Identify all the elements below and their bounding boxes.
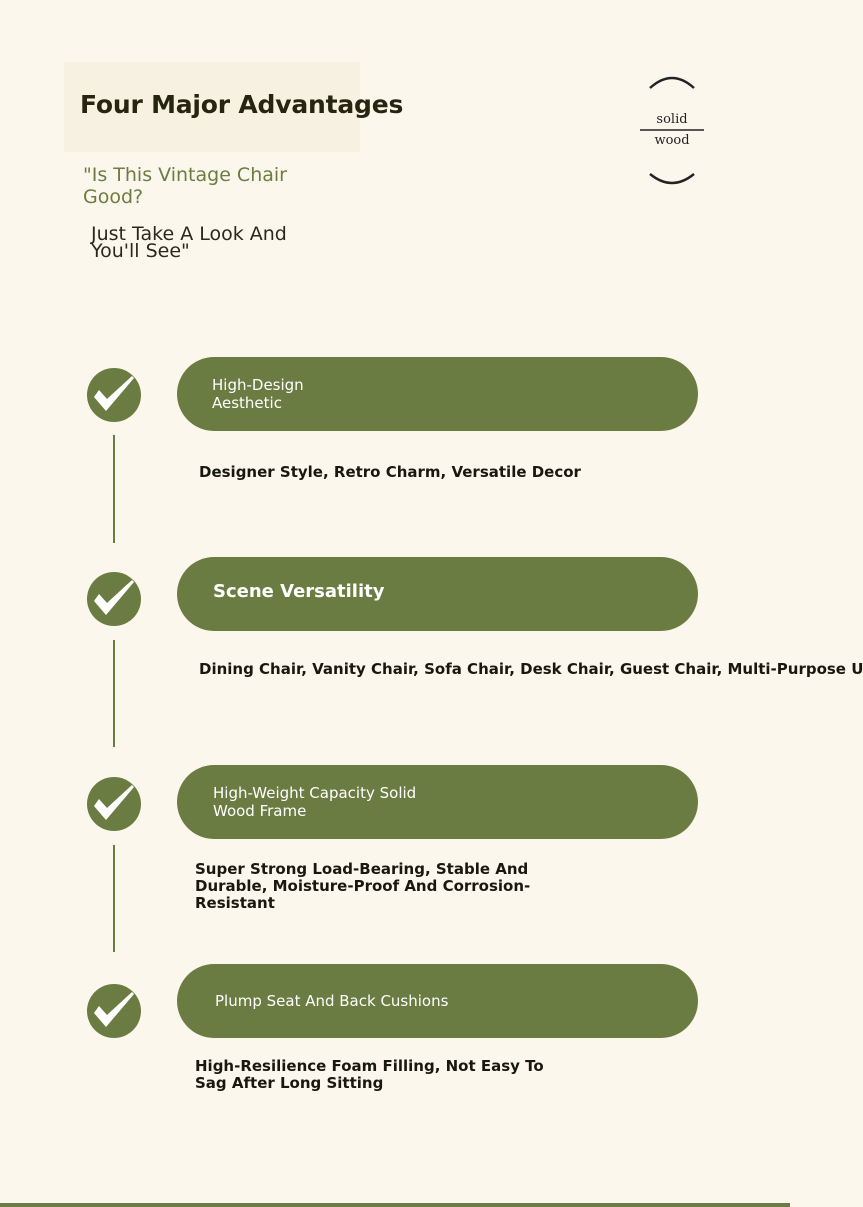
badge-word-wood: wood <box>654 133 690 148</box>
checkmark-icon <box>87 368 141 422</box>
advantage-description: Super Strong Load-Bearing, Stable And Durable, Moisture-Proof And Corrosion-Resistant <box>195 860 531 912</box>
checkmark-icon <box>87 777 141 831</box>
advantage-title: Scene Versatility <box>213 581 385 602</box>
quote-question: "Is This Vintage Chair Good? <box>83 164 287 208</box>
advantage-description: High-Resilience Foam Filling, Not Easy To Sag After Long Sitting <box>195 1057 544 1092</box>
advantage-description: Dining Chair, Vanity Chair, Sofa Chair, Desk Chair, Guest Chair, Multi-Purpose U <box>199 660 863 678</box>
badge-arcs-icon <box>640 74 704 186</box>
bottom-divider <box>0 1203 790 1207</box>
advantage-pill-2 <box>177 557 698 631</box>
checkmark-icon <box>87 984 141 1038</box>
advantage-pill-1 <box>177 357 698 431</box>
timeline-connector <box>113 845 115 952</box>
checkmark-icon <box>87 572 141 626</box>
advantage-title: High-Design Aesthetic <box>212 376 304 412</box>
badge-word-solid: solid <box>656 112 688 127</box>
page-title: Four Major Advantages <box>80 90 404 119</box>
advantage-pill-4 <box>177 964 698 1038</box>
advantage-description: Designer Style, Retro Charm, Versatile Decor <box>199 463 581 481</box>
advantage-title: Plump Seat And Back Cushions <box>215 992 449 1010</box>
timeline-connector <box>113 640 115 747</box>
advantage-title: High-Weight Capacity Solid Wood Frame <box>213 784 417 820</box>
advantage-pill-3 <box>177 765 698 839</box>
solid-wood-badge <box>640 74 704 186</box>
quote-answer: Just Take A Look And You'll See" <box>91 223 287 262</box>
timeline-connector <box>113 435 115 543</box>
